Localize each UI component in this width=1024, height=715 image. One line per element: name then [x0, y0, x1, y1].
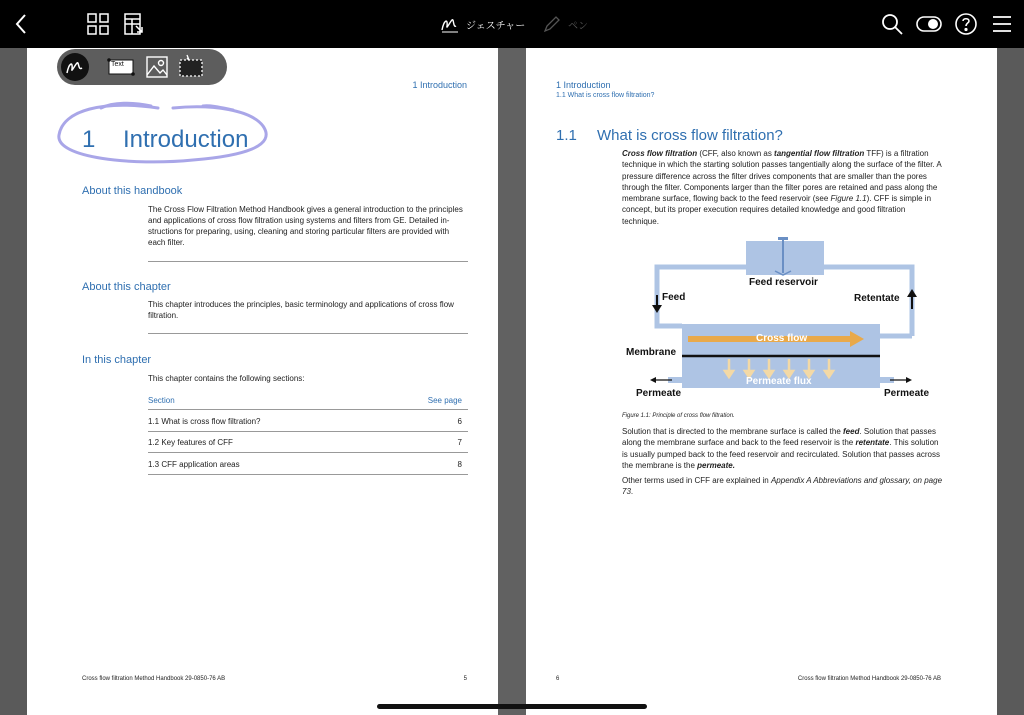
- toc-row[interactable]: [148, 460, 462, 469]
- text: Solution that is directed to the membrane surface is called the: [622, 427, 844, 436]
- toc-section: 1.3 CFF application areas: [148, 460, 240, 469]
- chevron-left-icon[interactable]: [10, 12, 34, 36]
- text-tool-button[interactable]: [107, 53, 135, 81]
- divider: [148, 452, 468, 453]
- page-number: 5: [463, 676, 467, 682]
- toggle-icon[interactable]: [916, 12, 942, 36]
- section-number: 1.1: [556, 127, 577, 144]
- pen-mode-button[interactable]: [542, 14, 588, 34]
- term: retentate: [855, 438, 890, 448]
- label-cross-flow: Cross flow: [756, 333, 808, 344]
- label-membrane: Membrane: [626, 347, 677, 358]
- page-footer: Cross flow filtration Method Handbook 29-0850-76 AB: [797, 676, 941, 682]
- section-heading-about-chapter: About this chapter: [82, 281, 171, 293]
- toc-section: 1.2 Key features of CFF: [148, 438, 233, 447]
- toc-row[interactable]: [148, 438, 462, 447]
- right-page: [526, 48, 997, 715]
- toc-page: 6: [457, 417, 462, 426]
- chapter-title: Introduction: [123, 126, 249, 153]
- page-footer: Cross flow filtration Method Handbook 29-0850-76 AB: [82, 676, 226, 682]
- chapter-number: 1: [82, 126, 96, 153]
- text: (CFF, also known as: [697, 149, 775, 158]
- text: TFF) is a filtration technique in which the starting solution passes tangentially along the surface of the filter. A pressure difference across the filter drives components that are smaller than the pores through the filter. Components larger than the filter pores are retained and pass along the membrane surface, flowing back to the feed reservoir (see: [622, 149, 942, 204]
- section-heading-about-handbook: About this handbook: [82, 185, 183, 197]
- running-header: 1 Introduction: [412, 80, 467, 90]
- text: . This solution is usually pumped back to the feed reservoir and recirculated. Solution that passes across the membrane is the: [622, 438, 940, 470]
- pen-gesture-icon[interactable]: [61, 53, 89, 81]
- home-indicator[interactable]: [377, 704, 647, 709]
- term: feed: [843, 427, 860, 436]
- toc-row[interactable]: [148, 417, 462, 426]
- text: Other terms used in CFF are explained in: [622, 476, 771, 485]
- page-number: 6: [556, 676, 560, 682]
- toc-header: [148, 396, 462, 405]
- help-icon[interactable]: [954, 12, 978, 36]
- label-retentate: Retentate: [854, 293, 900, 304]
- body-paragraph-2: [622, 426, 944, 471]
- section-text-about-handbook: The Cross Flow Filtration Method Handbook gives a general introduction to the principles and applications of cross flow filtration using systems and filters from GE. Detailed in- structions for preparing, using, cleaning and storing particular filters are provided with each filter.: [148, 205, 463, 247]
- gesture-icon: [440, 14, 460, 34]
- cross-flow-diagram: [624, 233, 944, 403]
- left-page: [27, 48, 498, 715]
- text: .: [630, 487, 634, 497]
- gesture-label: ジェスチャー: [466, 20, 526, 32]
- page-gutter: [498, 48, 526, 715]
- label-permeate-right: Permeate: [884, 388, 930, 399]
- divider: [148, 431, 468, 432]
- section-title: What is cross flow filtration?: [597, 127, 783, 144]
- selection-icon[interactable]: [177, 53, 205, 81]
- hamburger-icon[interactable]: [990, 12, 1014, 36]
- top-toolbar: [0, 0, 1024, 48]
- label-feed-reservoir: Feed reservoir: [749, 277, 818, 288]
- toc-page: 8: [457, 460, 462, 469]
- toc-col-page: See page: [427, 396, 462, 405]
- running-header-section: 1.1 What is cross flow filtration?: [556, 92, 655, 99]
- text-tool-label: Text: [111, 61, 124, 68]
- pen-label: ペン: [568, 20, 588, 32]
- label-permeate-flux: Permeate flux: [746, 376, 812, 387]
- section-text-in-chapter: This chapter contains the following sections:: [148, 374, 305, 383]
- gesture-mode-button[interactable]: [440, 14, 525, 34]
- body-paragraph-3: [622, 475, 944, 498]
- toc-page: 7: [457, 438, 462, 447]
- appendix-reference[interactable]: Appendix A Abbreviations and glossary, on page 73: [622, 476, 943, 497]
- running-header-chapter: 1 Introduction: [556, 80, 611, 90]
- divider: [148, 474, 468, 475]
- search-icon[interactable]: [880, 12, 904, 36]
- divider: [148, 261, 468, 262]
- term: permeate.: [697, 460, 735, 470]
- body-paragraph-1: [622, 148, 944, 227]
- term: tangential flow filtration: [774, 149, 865, 158]
- section-text-about-chapter: This chapter introduces the principles, basic terminology and applications of cross flow filtration.: [148, 300, 454, 320]
- label-permeate-left: Permeate: [636, 388, 682, 399]
- feed-reservoir-box: [746, 241, 824, 275]
- term: Cross flow filtration: [622, 149, 698, 158]
- annotation-toolbar: [57, 49, 227, 85]
- text: . Solution that passes along the membrane surface and back to the feed reservoir is the: [622, 427, 936, 448]
- section-heading-in-chapter: In this chapter: [82, 354, 152, 366]
- grid-icon[interactable]: [86, 12, 110, 36]
- figure-reference[interactable]: Figure 1.1: [830, 194, 867, 204]
- divider: [148, 409, 468, 410]
- pen-icon: [542, 14, 562, 34]
- figure-caption: Figure 1.1: Principle of cross flow filtration.: [622, 413, 735, 419]
- export-icon[interactable]: [122, 12, 146, 36]
- toc-col-section: Section: [148, 396, 175, 405]
- image-icon[interactable]: [143, 53, 171, 81]
- text: ). CFF is simple in concept, but its proper execution requires detailed knowledge and good filtration technique.: [622, 194, 932, 226]
- divider: [148, 333, 468, 334]
- label-feed: Feed: [662, 292, 686, 303]
- toc-section: 1.1 What is cross flow filtration?: [148, 417, 261, 426]
